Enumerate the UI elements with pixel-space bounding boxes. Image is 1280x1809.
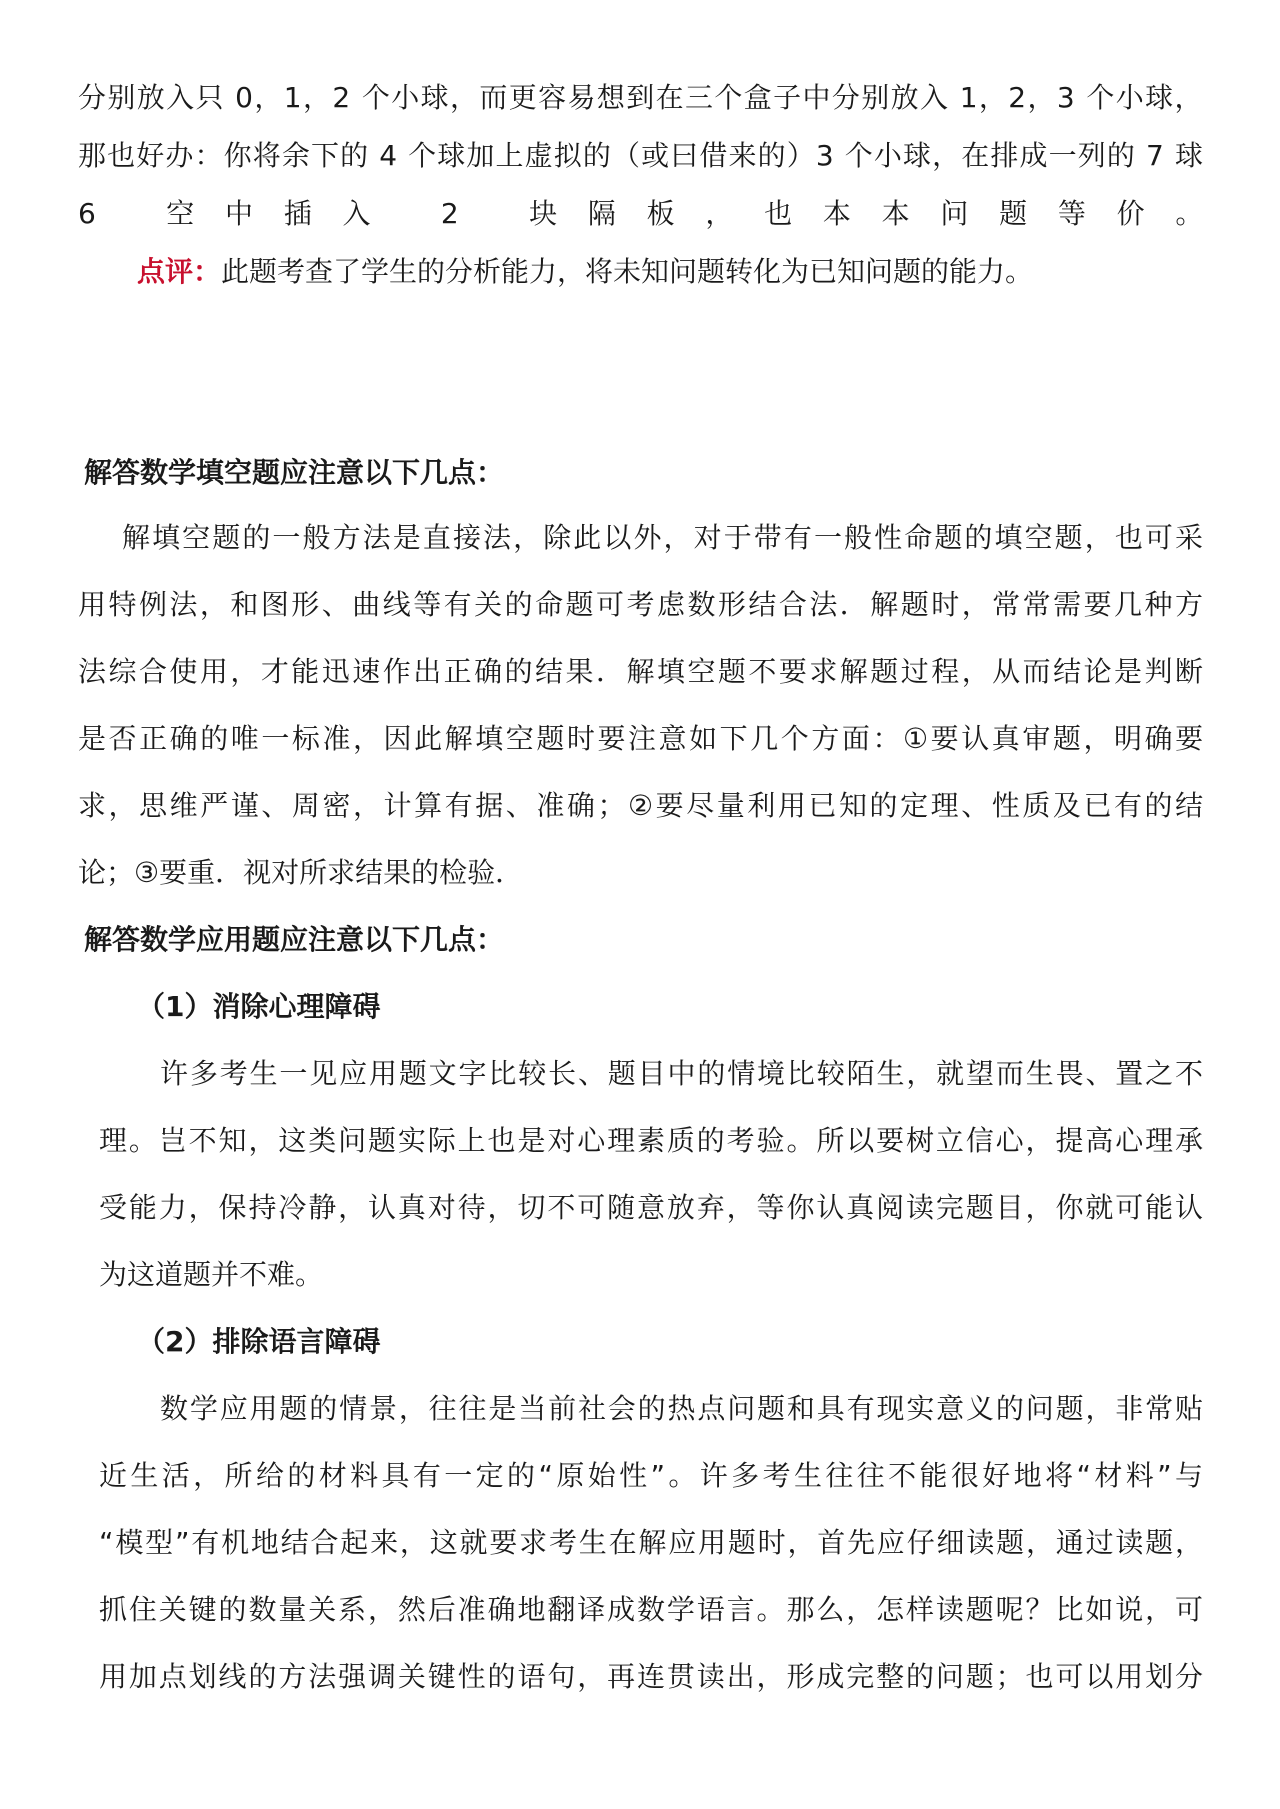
paragraph-line: “模型”有机地结合起来，这就要求考生在解应用题时，首先应仔细读题，通过读题， [99, 1526, 1205, 1559]
paragraph-line: 抓住关键的数量关系，然后准确地翻译成数学语言。那么，怎样读题呢？比如说，可 [99, 1593, 1205, 1626]
paragraph-line: 用加点划线的方法强调关键性的语句，再连贯读出，形成完整的问题；也可以用划分 [99, 1660, 1205, 1693]
paragraph-line: 近生活，所给的材料具有一定的“原始性”。许多考生往往不能很好地将“材料”与 [99, 1459, 1207, 1492]
comment-text: 此题考查了学生的分析能力，将未知问题转化为已知问题的能力。 [221, 255, 1034, 288]
paragraph-line: 受能力，保持冷静，认真对待，切不可随意放弃，等你认真阅读完题目，你就可能认 [99, 1191, 1205, 1224]
paragraph-line: 6 空中插入 2 块隔板，也本本问题等价。 [78, 197, 1235, 230]
subsection-title: （1）消除心理障碍 [137, 990, 381, 1023]
paragraph-line: 为这道题并不难。 [99, 1258, 324, 1291]
paragraph-line: 数学应用题的情景，往往是当前社会的热点问题和具有现实意义的问题，非常贴 [160, 1392, 1205, 1425]
paragraph-line: 理。岂不知，这类问题实际上也是对心理素质的考验。所以要树立信心，提高心理承 [99, 1124, 1205, 1157]
section-heading: 解答数学填空题应注意以下几点： [84, 456, 505, 489]
paragraph-line: 求，思维严谨、周密，计算有据、准确；②要尽量利用已知的定理、性质及已有的结 [78, 789, 1206, 822]
paragraph-line: 用特例法，和图形、曲线等有关的命题可考虑数形结合法．解题时，常常需要几种方 [78, 588, 1206, 621]
subsection-title: （2）排除语言障碍 [137, 1325, 381, 1358]
paragraph-line: 是否正确的唯一标准，因此解填空题时要注意如下几个方面：①要认真审题，明确要 [78, 722, 1206, 755]
comment-label: 点评： [137, 255, 222, 288]
paragraph-line: 许多考生一见应用题文字比较长、题目中的情境比较陌生，就望而生畏、置之不 [160, 1057, 1205, 1090]
paragraph-line: 解填空题的一般方法是直接法，除此以外，对于带有一般性命题的填空题，也可采 [122, 521, 1206, 554]
paragraph-line: 分别放入只 0，1，2 个小球，而更容易想到在三个盒子中分别放入 1，2，3 个小球， [78, 81, 1204, 114]
paragraph-line: 论；③要重．视对所求结果的检验． [78, 856, 524, 889]
comment [137, 252, 1033, 292]
section-heading: 解答数学应用题应注意以下几点： [84, 923, 505, 956]
paragraph-line: 那也好办：你将余下的 4 个球加上虚拟的（或曰借来的）3 个小球，在排成一列的 7 球 [78, 139, 1205, 172]
paragraph-line: 法综合使用，才能迅速作出正确的结果．解填空题不要求解题过程，从而结论是判断 [78, 655, 1206, 688]
